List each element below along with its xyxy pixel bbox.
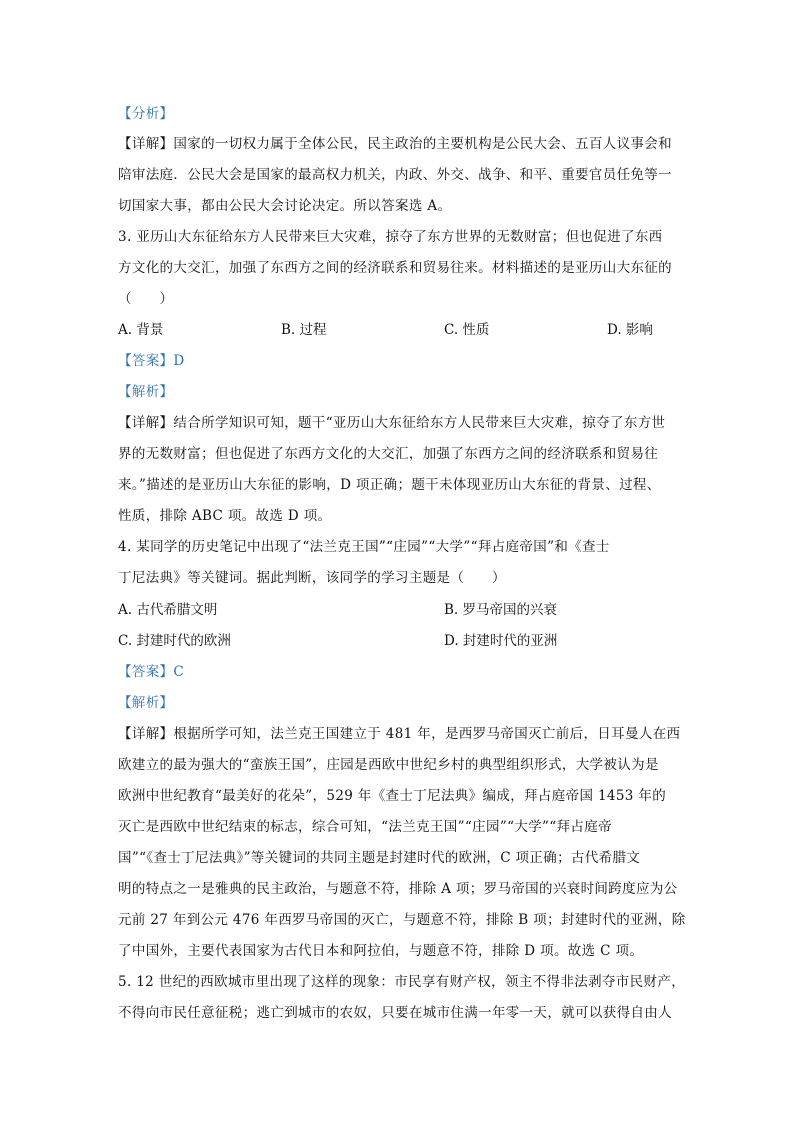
q4-option-a: A. 古代希腊文明 — [118, 602, 218, 618]
detail-text: 【详解】国家的一切权力属于全体公民，民主政治的主要机构是公民大会、五百人议事会和 — [118, 136, 672, 152]
detail-4-text: 元前 27 年到公元 476 年西罗马帝国的灭亡，与题意不符，排除 B 项；封建时代的亚洲，除 — [118, 912, 686, 928]
detail-text: 陪审法庭．公民大会是国家的最高权力机关，内政、外交、战争、和平、重要官员任免等一 — [118, 167, 672, 183]
detail-4-text: 了中国外，主要代表国家为古代日本和阿拉伯，与题意不符，排除 D 项。故选 C 项。 — [118, 943, 644, 959]
question-5-stem: 5. 12 世纪的西欧城市里出现了这样的现象：市民享有财产权，领主不得非法剥夺市民财产， — [118, 974, 686, 990]
detail-4-text: 灭亡是西欧中世纪结束的标志，综合可知，“法兰克王国”“庄园”“大学”“拜占庭帝 — [118, 819, 612, 835]
detail-3-text: 性质，排除 ABC 项。故选 D 项。 — [118, 508, 332, 524]
detail-4-text: 欧建立的最为强大的“蛮族王国”，庄园是西欧中世纪乡村的典型组织形式，大学被认为是 — [118, 757, 659, 773]
explanation-4-label: 【解析】 — [118, 695, 174, 711]
explanation-3-label: 【解析】 — [118, 384, 174, 400]
answer-4: 【答案】C — [118, 664, 185, 680]
q3-option-c: C. 性质 — [444, 322, 490, 338]
question-4-stem: 丁尼法典》等关键词。据此判断，该同学的学习主题是（ ） — [118, 570, 506, 586]
question-3-stem: 3. 亚历山大东征给东方人民带来巨大灾难，掠夺了东方世界的无数财富；但也促进了东西 — [118, 229, 663, 245]
detail-3-text: 界的无数财富；但也促进了东西方文化的大交汇，加强了东西方之间的经济联系和贸易往 — [118, 446, 659, 462]
question-5-stem: 不得向市民任意征税；逃亡到城市的农奴，只要在城市住满一年零一天，就可以获得自由人 — [118, 1005, 672, 1021]
detail-4-text: 【详解】根据所学可知，法兰克王国建立于 481 年，是西罗马帝国灭亡前后，日耳曼人在西 — [118, 726, 681, 742]
detail-3-text: 【详解】结合所学知识可知，题干“亚历山大东征给东方人民带来巨大灾难，掠夺了东方世 — [118, 415, 666, 431]
detail-3-text: 来。”描述的是亚历山大东征的影响，D 项正确；题干未体现亚历山大东征的背景、过程、 — [118, 477, 661, 493]
answer-3: 【答案】D — [118, 353, 185, 369]
question-3-blank: （ ） — [118, 291, 174, 307]
q4-option-d: D. 封建时代的亚洲 — [444, 633, 558, 649]
detail-4-text: 明的特点之一是雅典的民主政治，与题意不符，排除 A 项；罗马帝国的兴衰时间跨度应为公 — [118, 881, 678, 897]
analysis-label: 【分析】 — [118, 106, 174, 122]
q4-option-b: B. 罗马帝国的兴衰 — [444, 602, 558, 618]
q3-option-d: D. 影响 — [607, 322, 653, 338]
q3-option-b: B. 过程 — [281, 322, 327, 338]
q3-option-a: A. 背景 — [118, 322, 164, 338]
q4-option-c: C. 封建时代的欧洲 — [118, 633, 231, 649]
question-3-stem: 方文化的大交汇，加强了东西方之间的经济联系和贸易往来。材料描述的是亚历山大东征的 — [118, 260, 672, 276]
detail-4-text: 国”“《查士丁尼法典》”等关键词的共同主题是封建时代的欧洲，C 项正确；古代希腊文 — [118, 850, 641, 866]
detail-4-text: 欧洲中世纪教育“最美好的花朵”，529 年《查士丁尼法典》编成，拜占庭帝国 1453 年的 — [118, 788, 667, 804]
detail-text: 切国家大事，都由公民大会讨论决定。所以答案选 A。 — [118, 198, 452, 214]
question-4-stem: 4. 某同学的历史笔记中出现了“法兰克王国”“庄园”“大学”“拜占庭帝国”和《查士 — [118, 539, 610, 555]
